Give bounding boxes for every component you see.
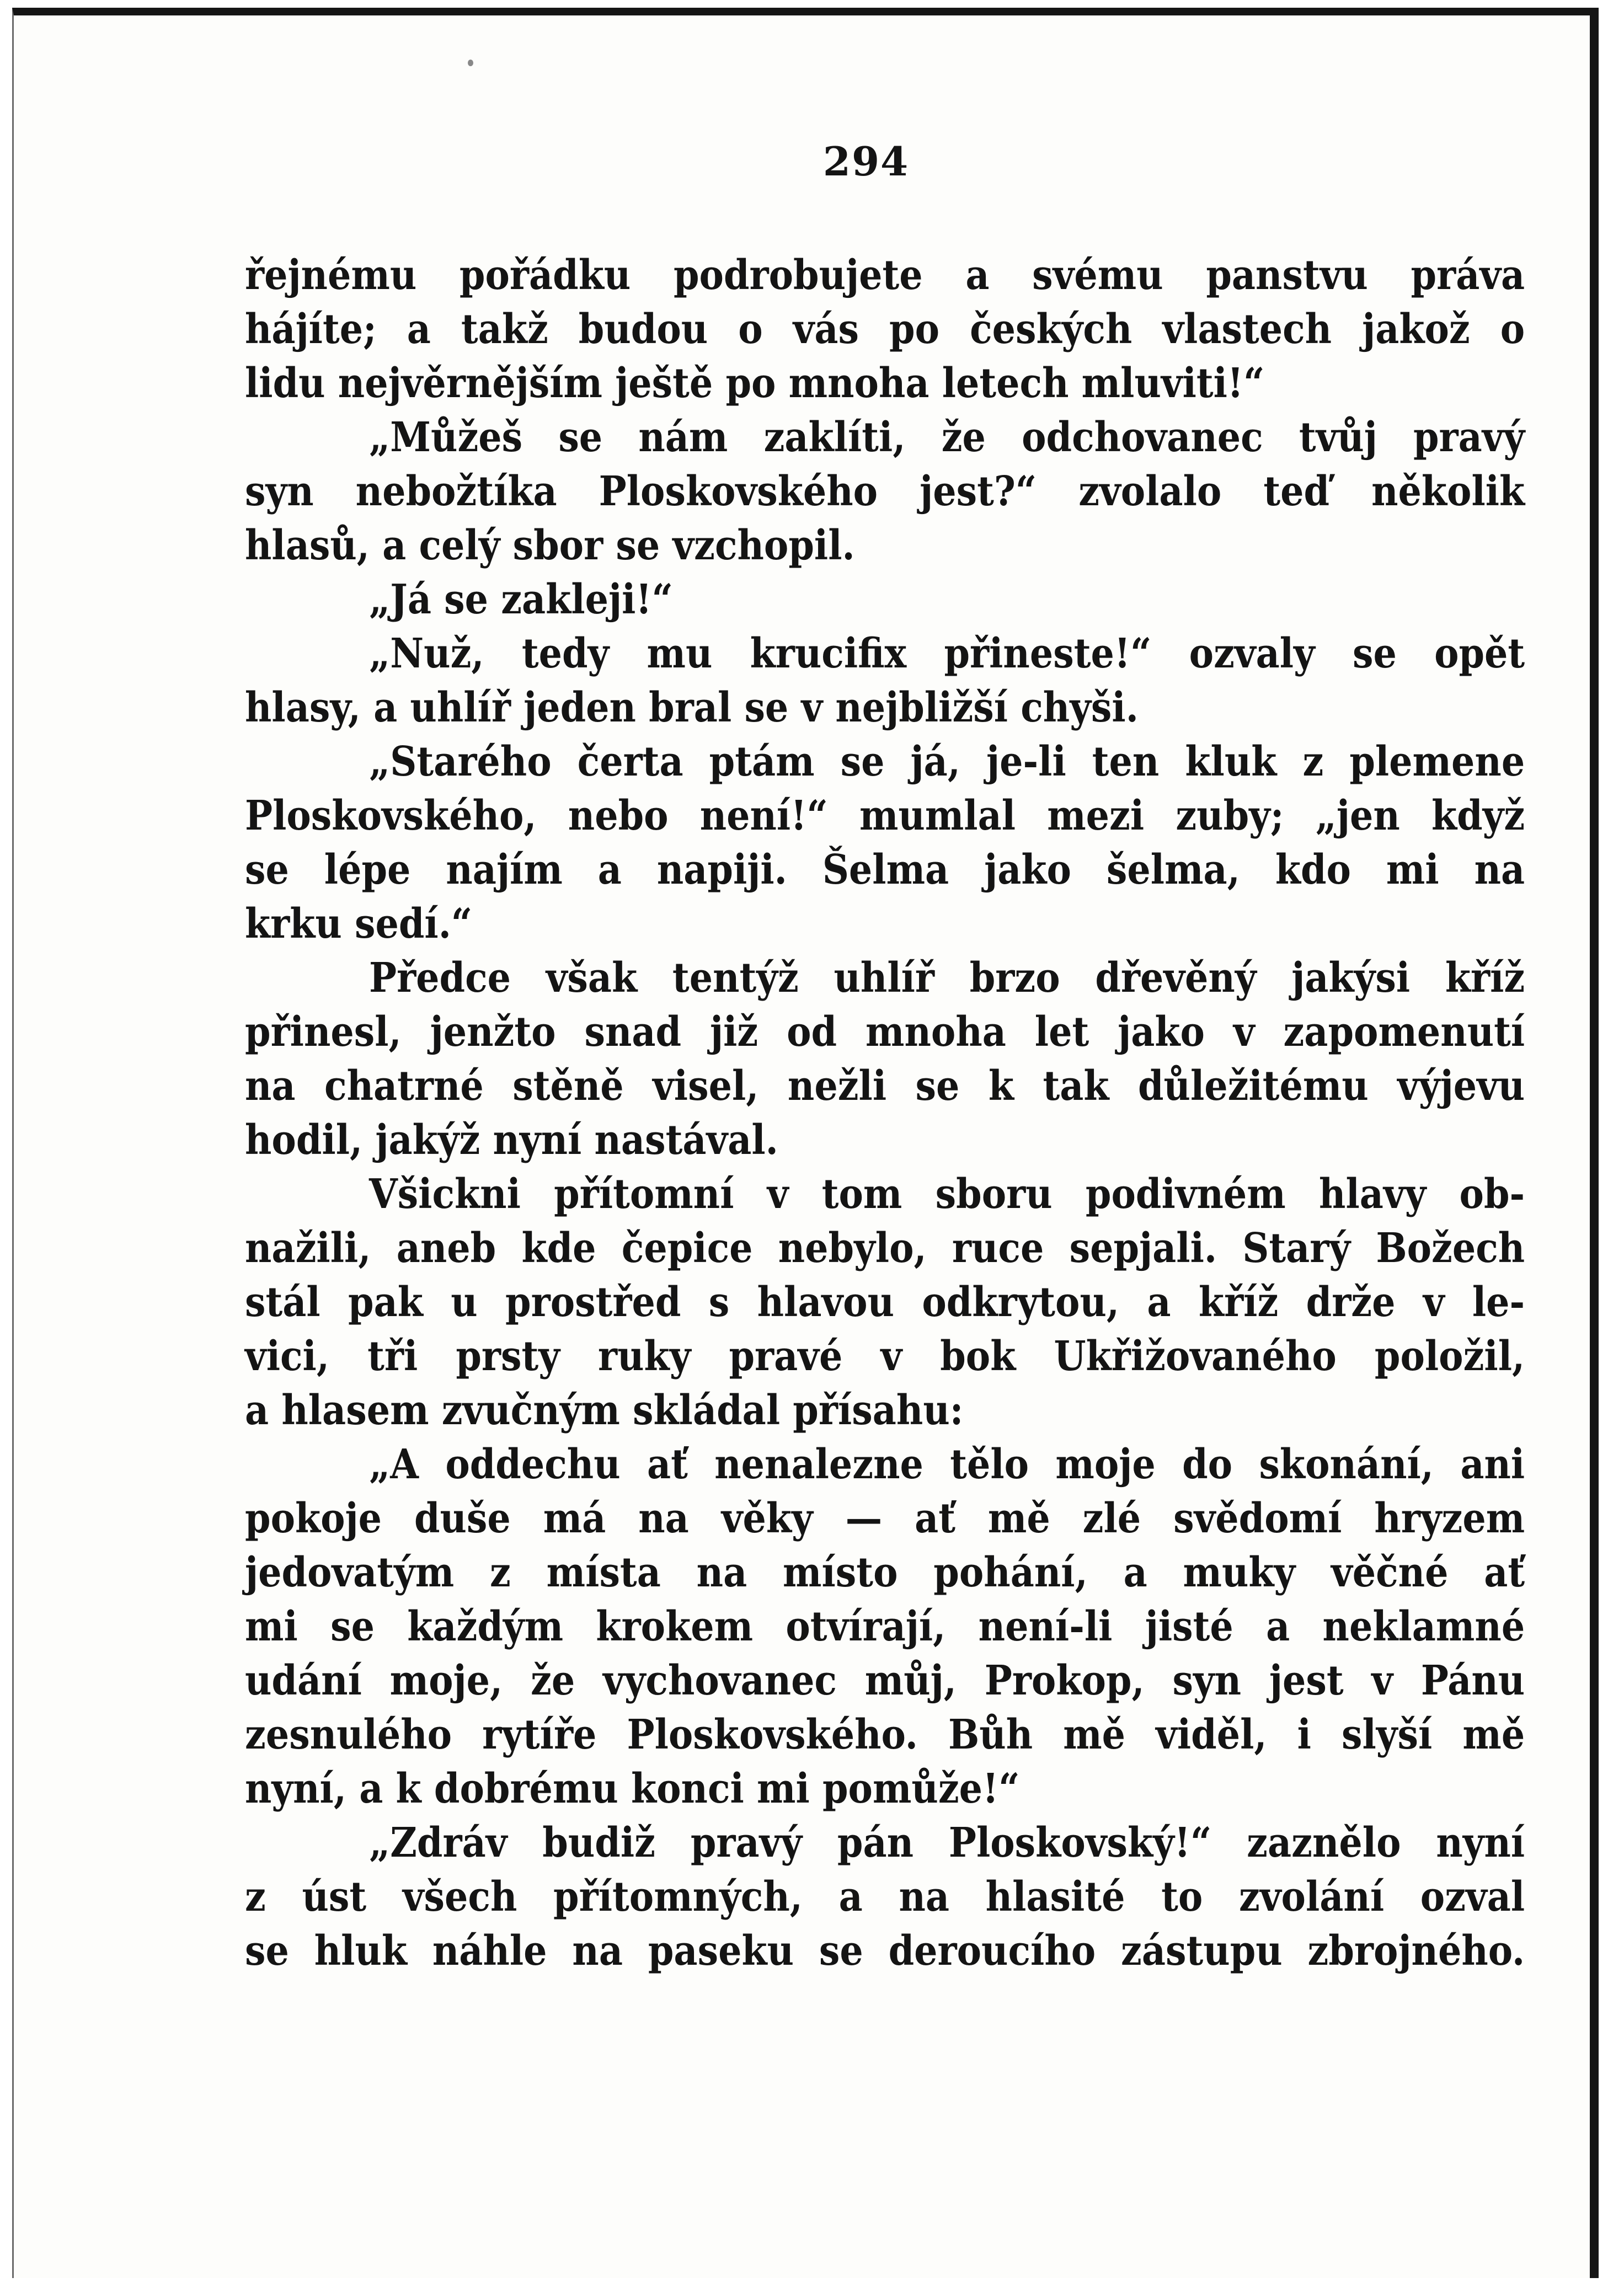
text-line: se lépe najím a napiji. Šelma jako šelma, kdo mi na [245, 846, 1525, 894]
page-number: 294 [822, 138, 910, 185]
text-line: zesnulého rytíře Ploskovského. Bůh mě viděl, i slyší mě [245, 1711, 1525, 1758]
text-line: jedovatým z místa na místo pohání, a muky věčné ať [245, 1549, 1525, 1596]
text-line: „Zdráv budiž pravý pán Ploskovský!“ zaznělo nyní [369, 1819, 1525, 1867]
text-line: nažili, aneb kde čepice nebylo, ruce sepjali. Starý Božech [245, 1225, 1525, 1272]
body-text [245, 248, 1525, 1978]
text-line: „Já se zakleji!“ [369, 576, 673, 623]
text-line: hájíte; a takž budou o vás po českých vlastech jakož o [245, 306, 1525, 353]
text-line: pokoje duše má na věky — ať mě zlé svědomí hryzem [245, 1495, 1525, 1542]
text-line: „Můžeš se nám zaklíti, že odchovanec tvůj pravý [369, 414, 1525, 461]
text-line: mi se každým krokem otvírají, není-li jisté a neklamné [245, 1603, 1525, 1650]
text-line: „Nuž, tedy mu krucifix přineste!“ ozvaly se opět [369, 630, 1525, 677]
text-line: syn nebožtíka Ploskovského jest?“ zvolalo teď několik [245, 468, 1525, 515]
text-line: Předce však tentýž uhlíř brzo dřevěný jakýsi kříž [369, 954, 1525, 1002]
text-line: „A oddechu ať nenalezne tělo moje do skonání, ani [369, 1441, 1525, 1488]
text-line: přinesl, jenžto snad již od mnoha let jako v zapomenutí [245, 1008, 1525, 1056]
text-line: udání moje, že vychovanec můj, Prokop, syn jest v Pánu [245, 1657, 1525, 1704]
text-line: vici, tři prsty ruky pravé v bok Ukřižovaného položil, [245, 1333, 1525, 1380]
text-line: se hluk náhle na paseku se deroucího zástupu zbrojného. [245, 1927, 1525, 1975]
text-line: na chatrné stěně visel, nežli se k tak důležitému výjevu [245, 1062, 1525, 1110]
text-line: a hlasem zvučným skládal přísahu: [245, 1387, 964, 1434]
text-line: Ploskovského, nebo není!“ mumlal mezi zuby; „jen když [245, 792, 1525, 840]
text-line: hlasů, a celý sbor se vzchopil. [245, 522, 855, 569]
text-line: z úst všech přítomných, a na hlasité to zvolání ozval [245, 1873, 1525, 1921]
text-line: hodil, jakýž nyní nastával. [245, 1116, 778, 1164]
text-line: „Starého čerta ptám se já, je-li ten kluk z plemene [369, 738, 1525, 785]
text-line: řejnému pořádku podrobujete a svému panstvu práva [245, 252, 1525, 299]
text-line: stál pak u prostřed s hlavou odkrytou, a kříž drže v le- [245, 1279, 1525, 1326]
text-line: krku sedí.“ [245, 900, 473, 948]
text-line: nyní, a k dobrému konci mi pomůže!“ [245, 1765, 1020, 1813]
text-line: Všickni přítomní v tom sboru podivném hlavy ob- [369, 1170, 1525, 1218]
text-line: lidu nejvěrnějším ještě po mnoha letech mluviti!“ [245, 360, 1265, 407]
text-line: hlasy, a uhlíř jeden bral se v nejbližší chyši. [245, 684, 1139, 731]
